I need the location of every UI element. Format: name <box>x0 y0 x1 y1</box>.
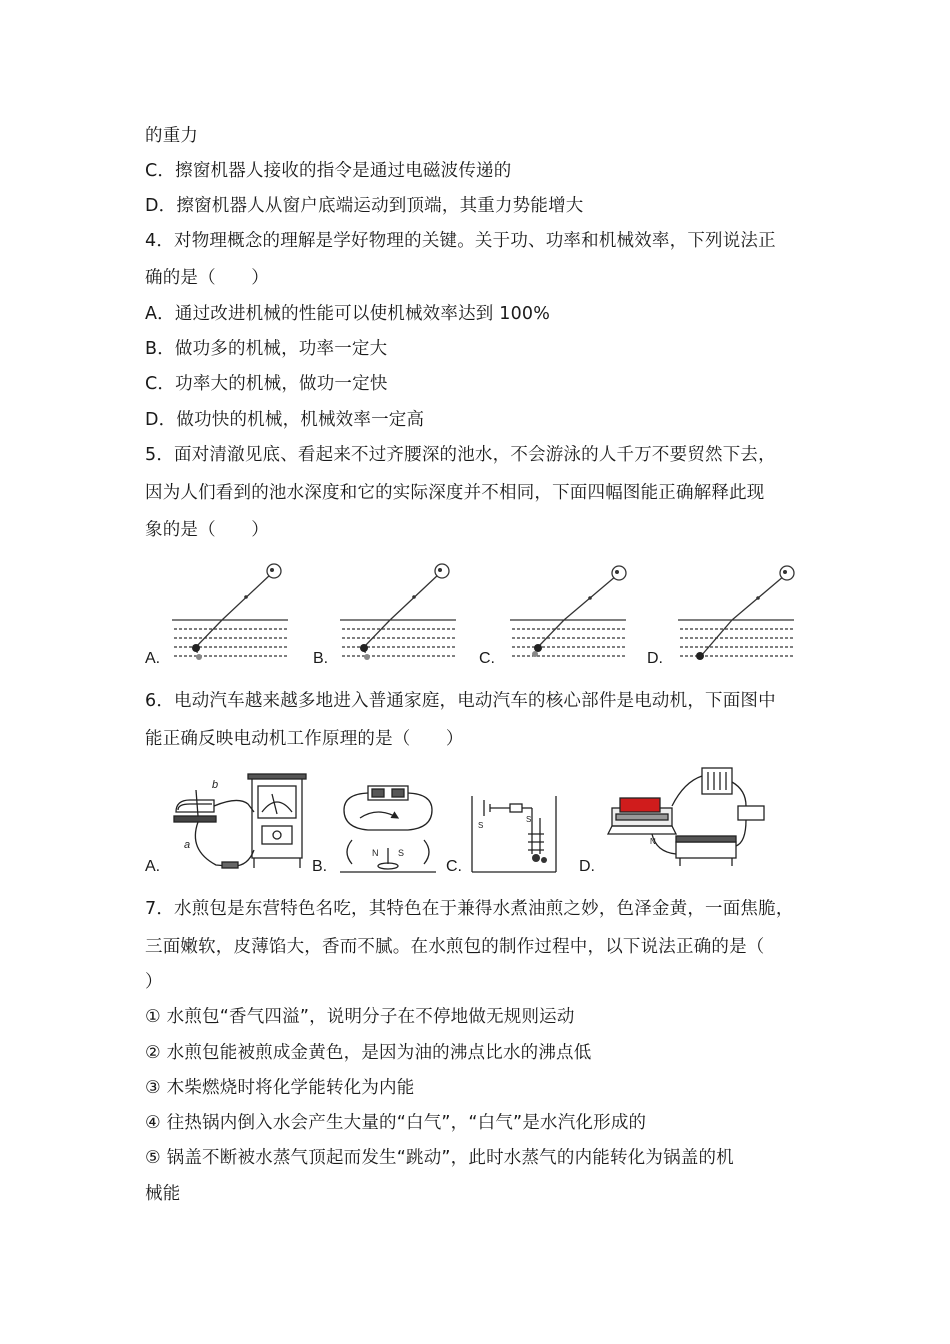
q5-stem-line3: 象的是（ ） <box>145 520 269 540</box>
q5-option-c-label: C. <box>479 650 495 667</box>
q4-option-b: B．做功多的机械，功率一定大 <box>145 339 388 359</box>
q4-option-d: D．做功快的机械，机械效率一定高 <box>145 410 425 430</box>
q7-statement-3: ③ 木柴燃烧时将化学能转化为内能 <box>145 1078 415 1098</box>
q6c-label-s2: S <box>526 815 532 824</box>
q5-option-b-label: B. <box>313 650 329 667</box>
q6d-label-n: N <box>650 837 656 846</box>
q6-figure-d <box>606 762 776 872</box>
q7-stem-line2: 三面嫩软，皮薄馅大，香而不腻。在水煎包的制作过程中，以下说法正确的是（ <box>145 937 765 957</box>
q5-option-a-label: A. <box>145 650 161 667</box>
q5-figure-c <box>508 560 633 665</box>
q6-figure-c <box>470 794 560 876</box>
q6b-label-s: S <box>398 848 405 858</box>
q6-stem-line1: 6．电动汽车越来越多地进入普通家庭，电动汽车的核心部件是电动机，下面图中 <box>145 691 776 711</box>
q3-option-c: C．擦窗机器人接收的指令是通过电磁波传递的 <box>145 161 512 181</box>
q4-option-a: A．通过改进机械的性能可以使机械效率达到 100% <box>145 304 551 324</box>
q6-figure-b <box>338 780 438 875</box>
q7-statement-5: ⑤ 锅盖不断被水蒸气顶起而发生“跳动”，此时水蒸气的内能转化为锅盖的机 <box>145 1148 734 1168</box>
q6b-label-n: N <box>372 848 379 858</box>
q5-figure-a <box>170 560 295 665</box>
q5-figure-b <box>338 560 463 665</box>
q4-option-c: C．功率大的机械，做功一定快 <box>145 374 388 394</box>
q7-statement-2: ② 水煎包能被煎成金黄色，是因为油的沸点比水的沸点低 <box>145 1043 592 1063</box>
q6-figure-a <box>168 770 313 875</box>
q4-stem-line1: 4．对物理概念的理解是学好物理的关键。关于功、功率和机械效率，下列说法正 <box>145 231 776 251</box>
q5-stem-line2: 因为人们看到的池水深度和它的实际深度并不相同，下面四幅图能正确解释此现 <box>145 483 765 503</box>
q7-statement-5-cont: 械能 <box>145 1184 181 1204</box>
q3-option-d: D．擦窗机器人从窗户底端运动到顶端，其重力势能增大 <box>145 196 584 216</box>
q5-option-d-label: D. <box>647 650 663 667</box>
q6c-label-s1: S <box>478 821 484 830</box>
q7-statement-4: ④ 往热锅内倒入水会产生大量的“白气”，“白气”是水汽化形成的 <box>145 1113 647 1133</box>
q6-option-a-label: A. <box>145 858 161 875</box>
q6-option-c-label: C. <box>446 858 462 875</box>
q6a-label-a: a <box>184 839 191 851</box>
text-line: 的重力 <box>145 126 199 146</box>
q6-stem-line2: 能正确反映电动机工作原理的是（ ） <box>145 729 464 749</box>
q6-option-d-label: D. <box>579 858 595 875</box>
q7-stem-line3: ） <box>145 972 163 992</box>
q7-statement-1: ① 水煎包“香气四溢”，说明分子在不停地做无规则运动 <box>145 1007 575 1027</box>
q6-option-b-label: B. <box>312 858 328 875</box>
q5-stem-line1: 5．面对清澈见底、看起来不过齐腰深的池水，不会游泳的人千万不要贸然下去， <box>145 445 776 465</box>
q5-figure-d <box>676 560 801 665</box>
q7-stem-line1: 7．水煎包是东营特色名吃，其特色在于兼得水煮油煎之妙，色泽金黄，一面焦脆， <box>145 899 794 919</box>
q6a-label-b: b <box>212 779 219 791</box>
q4-stem-line2: 确的是（ ） <box>145 268 269 288</box>
